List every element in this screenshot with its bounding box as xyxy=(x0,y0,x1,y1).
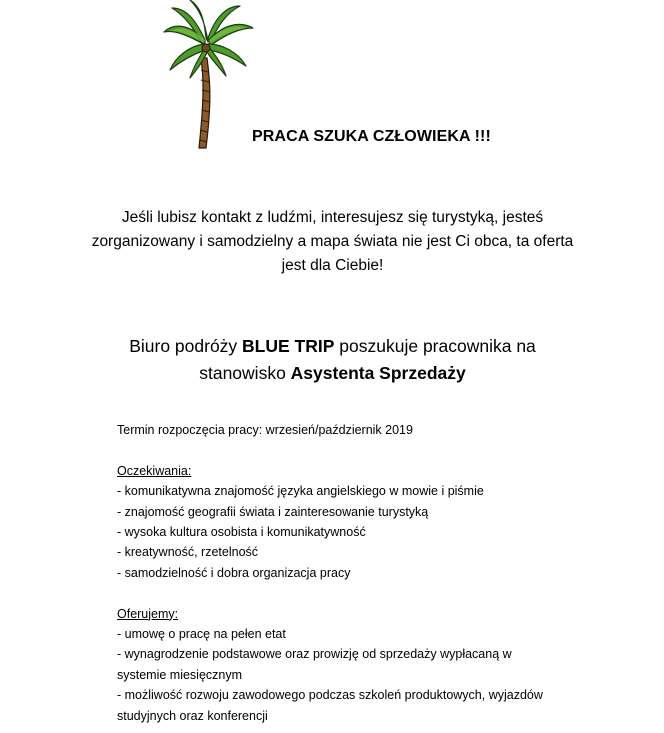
expectation-item: - kreatywność, rzetelność xyxy=(117,545,259,560)
company-line-2 xyxy=(60,360,605,387)
position-name: Asystenta Sprzedaży xyxy=(290,363,466,383)
intro-line: Jeśli lubisz kontakt z ludźmi, interesujesz się turystyką, jesteś xyxy=(121,209,544,226)
offer-item: - możliwość rozwoju zawodowego podczas szkoleń produktowych, wyjazdów xyxy=(117,688,543,703)
job-details xyxy=(117,420,597,726)
intro-line: jest dla Ciebie! xyxy=(281,257,384,274)
expectation-item: - wysoka kultura osobista i komunikatywność xyxy=(117,525,366,540)
company-line-1 xyxy=(60,333,605,360)
company-text-before: Biuro podróży xyxy=(129,336,243,356)
position-prefix: stanowisko xyxy=(199,363,291,383)
start-date: Termin rozpoczęcia pracy: wrzesień/październik 2019 xyxy=(117,423,413,437)
intro-line: zorganizowany i samodzielny a mapa świata nie jest Ci obca, ta oferta xyxy=(91,233,574,250)
offer-item: systemie miesięcznym xyxy=(117,667,243,682)
offer-item: - wynagrodzenie podstawowe oraz prowizję od sprzedaży wypłacaną w xyxy=(117,647,512,662)
offer-item: studyjnych oraz konferencji xyxy=(117,708,268,723)
expectations-heading: Oczekiwania: xyxy=(117,463,192,478)
offer-heading: Oferujemy: xyxy=(117,606,179,621)
page-title: PRACA SZUKA CZŁOWIEKA !!! xyxy=(252,128,491,145)
spacer xyxy=(117,583,597,603)
expectation-item: - komunikatywna znajomość języka angielskiego w mowie i piśmie xyxy=(117,484,484,499)
expectation-item: - znajomość geografii świata i zainteresowanie turystyką xyxy=(117,504,429,519)
company-text-after: poszukuje pracownika na xyxy=(334,336,536,356)
expectation-item: - samodzielność i dobra organizacja pracy xyxy=(117,565,351,580)
offer-item: - umowę o pracę na pełen etat xyxy=(117,627,286,642)
palm-tree-icon xyxy=(160,0,255,150)
spacer xyxy=(117,440,597,460)
company-name: BLUE TRIP xyxy=(242,336,335,356)
intro-paragraph xyxy=(60,206,605,278)
company-announcement xyxy=(60,333,605,387)
